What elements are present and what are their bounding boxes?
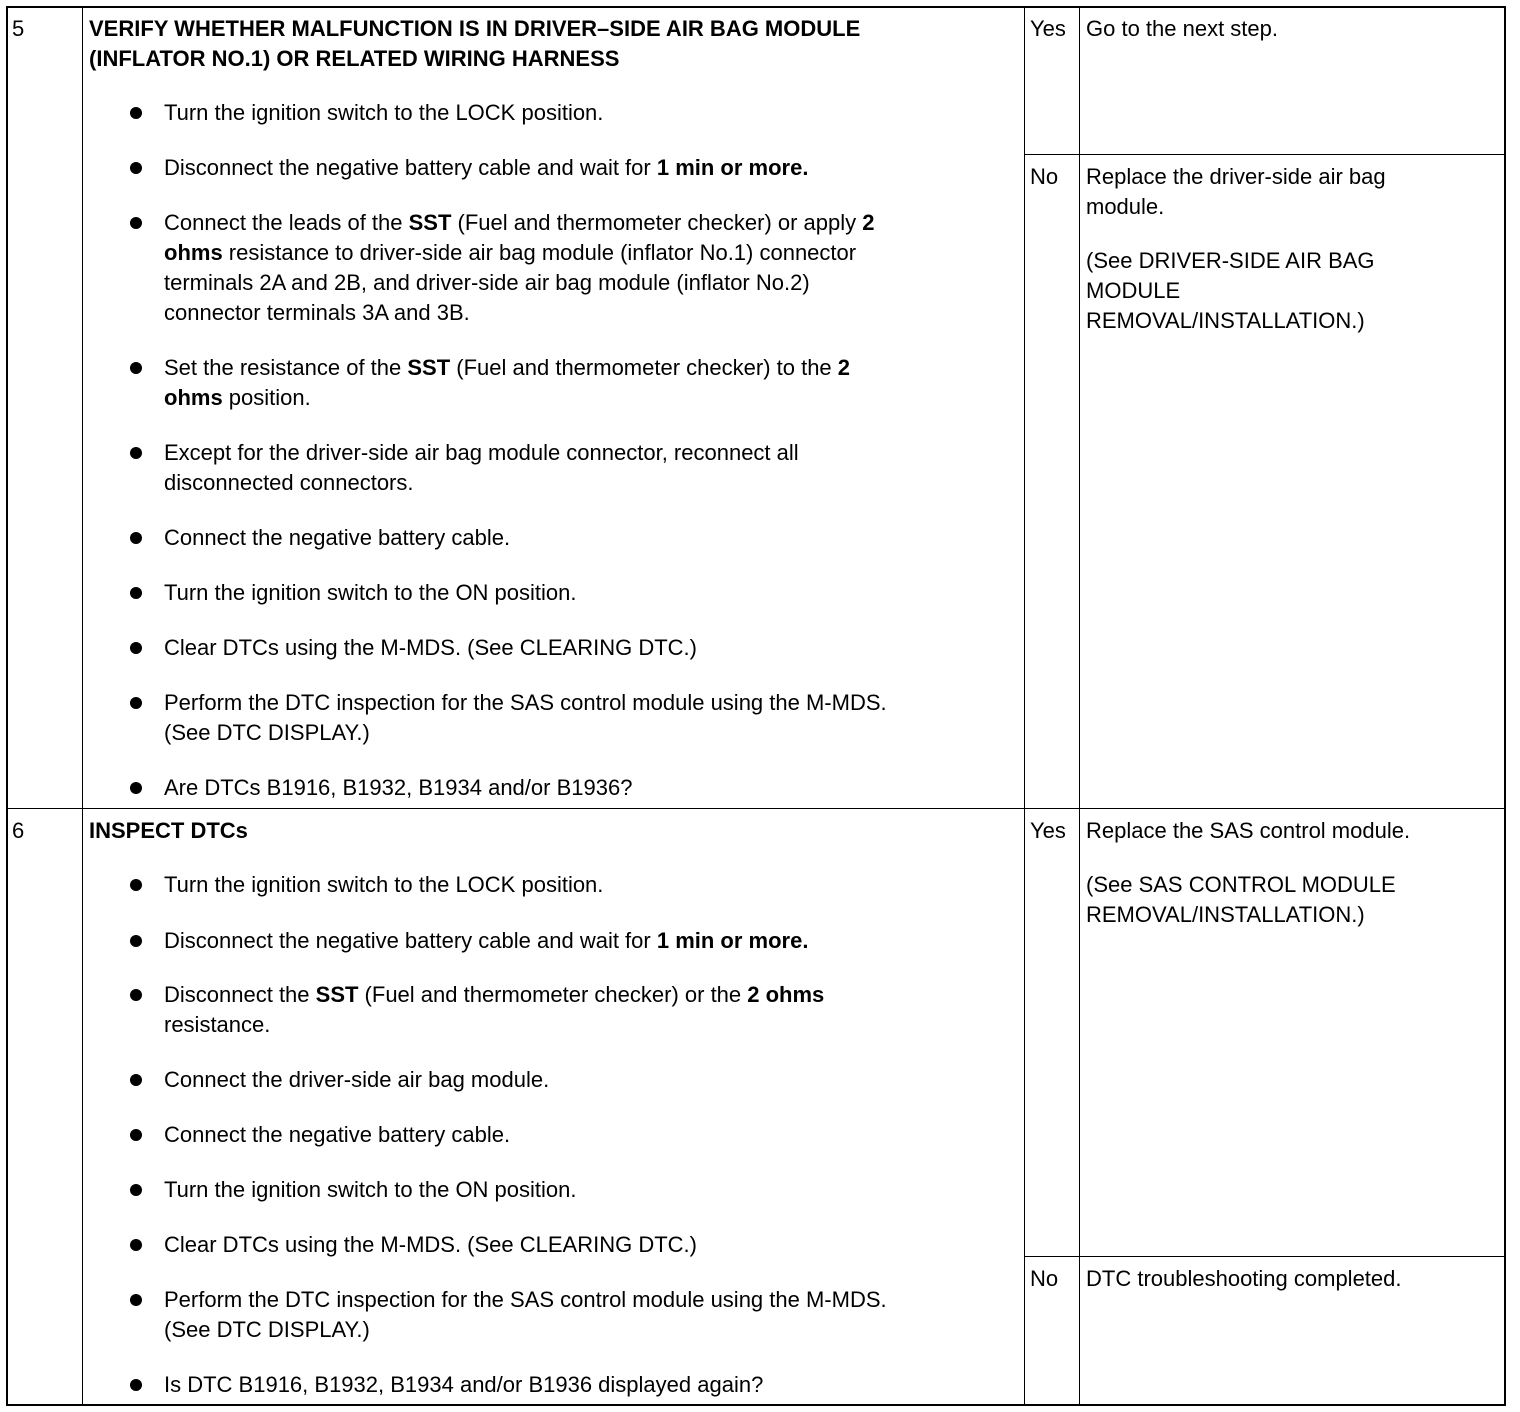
bullet-icon bbox=[130, 532, 142, 544]
checklist-item-line bbox=[164, 238, 875, 268]
bullet-icon bbox=[130, 879, 142, 891]
text-segment: position. bbox=[222, 385, 311, 410]
checklist-item-line bbox=[164, 870, 603, 900]
bullet-icon bbox=[130, 1184, 142, 1196]
text-segment: Clear DTCs using the M-MDS. (See CLEARING DTC.) bbox=[164, 1232, 697, 1257]
checklist-item-line bbox=[164, 523, 510, 553]
checklist-item-line bbox=[164, 383, 850, 413]
checklist-item-line bbox=[164, 1230, 697, 1260]
emphasis-text: 1 min or more. bbox=[656, 928, 809, 953]
emphasis-text: SST bbox=[315, 982, 359, 1007]
text-segment: (See DTC DISPLAY.) bbox=[164, 1317, 370, 1342]
checklist-item-line bbox=[164, 926, 808, 956]
checklist-item-line bbox=[164, 718, 887, 748]
action-line: Replace the driver-side air bag bbox=[1086, 164, 1386, 189]
checklist-item-line bbox=[164, 1370, 763, 1400]
checklist-item-text bbox=[164, 980, 824, 1040]
checklist-item-text bbox=[164, 926, 808, 956]
action-line: MODULE bbox=[1086, 278, 1181, 303]
checklist-item-line bbox=[164, 773, 632, 803]
text-segment: Clear DTCs using the M-MDS. (See CLEARING DTC.) bbox=[164, 635, 697, 660]
step-title-line: VERIFY WHETHER MALFUNCTION IS IN DRIVER–SIDE AIR BAG MODULE bbox=[89, 16, 861, 41]
result-label-yes: Yes bbox=[1030, 818, 1066, 843]
checklist-item-line bbox=[164, 153, 808, 183]
row-divider-step6-results bbox=[1024, 1256, 1506, 1257]
checklist-item-text bbox=[164, 1065, 549, 1095]
step-title bbox=[89, 14, 860, 74]
bullet-icon bbox=[130, 1129, 142, 1141]
action-paragraph bbox=[1086, 162, 1496, 222]
bullet-icon bbox=[130, 1074, 142, 1086]
action-line: REMOVAL/INSTALLATION.) bbox=[1086, 902, 1365, 927]
bullet-icon bbox=[130, 989, 142, 1001]
text-segment: Disconnect the negative battery cable and wait for bbox=[164, 155, 657, 180]
checklist-item-text bbox=[164, 353, 850, 413]
text-segment: Is DTC B1916, B1932, B1934 and/or B1936 displayed again? bbox=[164, 1372, 764, 1397]
checklist-item-line bbox=[164, 438, 799, 468]
emphasis-text: 1 min or more. bbox=[656, 155, 809, 180]
checklist-item-text bbox=[164, 438, 799, 498]
checklist-item-line bbox=[164, 1065, 549, 1095]
emphasis-text: ohms bbox=[164, 240, 223, 265]
result-action bbox=[1086, 1264, 1496, 1318]
action-paragraph bbox=[1086, 870, 1496, 930]
bullet-icon bbox=[130, 587, 142, 599]
result-action bbox=[1086, 816, 1496, 954]
checklist-item-line bbox=[164, 468, 799, 498]
text-segment: Connect the leads of the bbox=[164, 210, 409, 235]
checklist-item-text bbox=[164, 870, 603, 900]
text-segment: Perform the DTC inspection for the SAS control module using the M-MDS. bbox=[164, 1287, 887, 1312]
step-number: 6 bbox=[12, 818, 25, 843]
checklist-item-line bbox=[164, 98, 603, 128]
bullet-icon bbox=[130, 1379, 142, 1391]
emphasis-text: ohms bbox=[164, 385, 223, 410]
step-title bbox=[89, 816, 248, 846]
text-segment: Turn the ignition switch to the ON position. bbox=[164, 1177, 577, 1202]
column-divider-result bbox=[1024, 6, 1025, 1406]
bullet-icon bbox=[130, 935, 142, 947]
text-segment: connector terminals 3A and 3B. bbox=[164, 300, 470, 325]
text-segment: terminals 2A and 2B, and driver-side air bag module (inflator No.2) bbox=[164, 270, 810, 295]
checklist-item-line bbox=[164, 633, 697, 663]
text-segment: resistance to driver-side air bag module (inflator No.1) connector bbox=[222, 240, 857, 265]
action-paragraph: DTC troubleshooting completed. bbox=[1086, 1266, 1402, 1291]
bullet-icon bbox=[130, 1294, 142, 1306]
text-segment: Connect the driver-side air bag module. bbox=[164, 1067, 550, 1092]
result-action bbox=[1086, 162, 1496, 360]
column-divider-action bbox=[1079, 6, 1080, 1406]
checklist-item-text bbox=[164, 578, 577, 608]
checklist-item-line bbox=[164, 688, 887, 718]
result-label-yes: Yes bbox=[1030, 16, 1066, 41]
emphasis-text: SST bbox=[408, 210, 452, 235]
emphasis-text: 2 bbox=[862, 210, 875, 235]
emphasis-text: 2 bbox=[837, 355, 851, 380]
column-divider-step bbox=[82, 6, 83, 1406]
checklist-item-text bbox=[164, 1230, 697, 1260]
checklist-item-line bbox=[164, 980, 824, 1010]
checklist-item-line bbox=[164, 1010, 824, 1040]
bullet-icon bbox=[130, 1239, 142, 1251]
checklist-item-line bbox=[164, 1285, 887, 1315]
text-segment: (Fuel and thermometer checker) to the bbox=[450, 355, 838, 380]
action-line: (See DRIVER-SIDE AIR BAG bbox=[1086, 248, 1375, 273]
text-segment: (Fuel and thermometer checker) or the bbox=[358, 982, 748, 1007]
result-label-no: No bbox=[1030, 164, 1059, 189]
action-line: module. bbox=[1086, 194, 1165, 219]
text-segment: Turn the ignition switch to the LOCK position. bbox=[164, 100, 604, 125]
action-paragraph bbox=[1086, 246, 1496, 336]
action-line: REMOVAL/INSTALLATION.) bbox=[1086, 308, 1365, 333]
action-paragraph: Replace the SAS control module. bbox=[1086, 818, 1411, 843]
result-label-no: No bbox=[1030, 1266, 1059, 1291]
row-divider-step5-results bbox=[1024, 154, 1506, 155]
text-segment: Turn the ignition switch to the LOCK position. bbox=[164, 872, 604, 897]
checklist-item-text bbox=[164, 773, 632, 803]
checklist-item-text bbox=[164, 688, 887, 748]
step-title-line: INSPECT DTCs bbox=[89, 818, 248, 843]
checklist-item-line bbox=[164, 1315, 887, 1345]
bullet-icon bbox=[130, 642, 142, 654]
text-segment: Are DTCs B1916, B1932, B1934 and/or B1936? bbox=[164, 775, 633, 800]
bullet-icon bbox=[130, 162, 142, 174]
checklist-item-text bbox=[164, 633, 697, 663]
text-segment: (See DTC DISPLAY.) bbox=[164, 720, 370, 745]
bullet-icon bbox=[130, 782, 142, 794]
text-segment: resistance. bbox=[164, 1012, 271, 1037]
checklist-item-text bbox=[164, 1175, 577, 1205]
emphasis-text: SST bbox=[407, 355, 451, 380]
checklist-item-line bbox=[164, 1175, 577, 1205]
bullet-icon bbox=[130, 107, 142, 119]
bullet-icon bbox=[130, 697, 142, 709]
checklist-item-line bbox=[164, 1120, 510, 1150]
checklist-item-text bbox=[164, 98, 603, 128]
text-segment: Connect the negative battery cable. bbox=[164, 1122, 511, 1147]
checklist-item-text bbox=[164, 1120, 510, 1150]
action-paragraph: Go to the next step. bbox=[1086, 16, 1279, 41]
text-segment: Perform the DTC inspection for the SAS control module using the M-MDS. bbox=[164, 690, 887, 715]
checklist-item-text bbox=[164, 523, 510, 553]
result-action bbox=[1086, 14, 1496, 68]
text-segment: Disconnect the bbox=[164, 982, 316, 1007]
checklist-item-line bbox=[164, 353, 850, 383]
action-line: (See SAS CONTROL MODULE bbox=[1086, 872, 1396, 897]
checklist-item-text bbox=[164, 1285, 887, 1345]
checklist-item-line bbox=[164, 578, 577, 608]
bullet-icon bbox=[130, 447, 142, 459]
checklist-item-text bbox=[164, 208, 875, 328]
text-segment: Set the resistance of the bbox=[164, 355, 408, 380]
text-segment: Connect the negative battery cable. bbox=[164, 525, 511, 550]
row-divider-steps bbox=[6, 808, 1506, 809]
emphasis-text: 2 ohms bbox=[747, 982, 825, 1007]
checklist-item-text bbox=[164, 153, 808, 183]
checklist-item-line bbox=[164, 208, 875, 238]
text-segment: Turn the ignition switch to the ON position. bbox=[164, 580, 577, 605]
text-segment: Except for the driver-side air bag module connector, reconnect all bbox=[164, 440, 799, 465]
checklist-item-line bbox=[164, 268, 875, 298]
text-segment: Disconnect the negative battery cable and wait for bbox=[164, 928, 657, 953]
step-number: 5 bbox=[12, 16, 25, 41]
bullet-icon bbox=[130, 217, 142, 229]
text-segment: disconnected connectors. bbox=[164, 470, 414, 495]
text-segment: (Fuel and thermometer checker) or apply bbox=[451, 210, 863, 235]
checklist-item-line bbox=[164, 298, 875, 328]
checklist-item-text bbox=[164, 1370, 763, 1400]
step-title-line: (INFLATOR NO.1) OR RELATED WIRING HARNESS bbox=[89, 46, 620, 71]
bullet-icon bbox=[130, 362, 142, 374]
